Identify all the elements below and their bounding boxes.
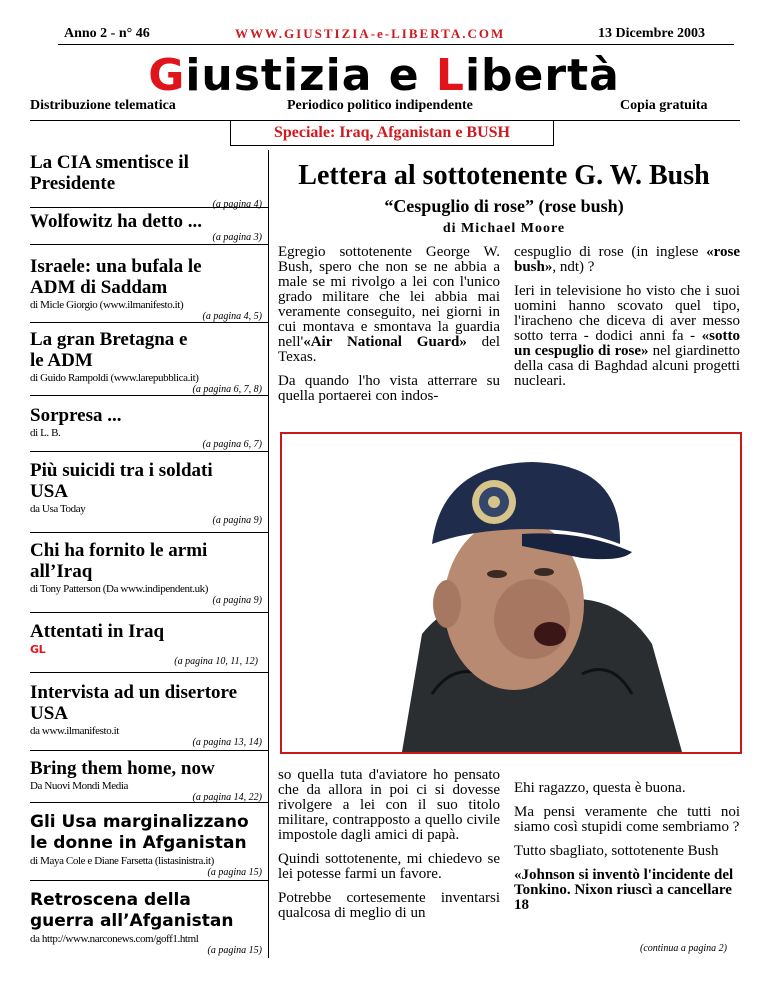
sidebar-item[interactable]: La gran Bretagna e le ADM di Guido Rampoldi (www.larepubblica.it) (a pagina 6, 7, 8) <box>30 329 262 395</box>
issue-date: 13 Dicembre 2003 <box>598 26 706 41</box>
price-label: Copia gratuita <box>620 98 708 113</box>
header-top-line <box>0 24 768 44</box>
bush-photo <box>280 432 742 754</box>
sidebar-item[interactable]: Wolfowitz ha detto ... (a pagina 3) <box>30 211 262 243</box>
article-column-1: Egregio sottotenente George W. Bush, spero che non se ne abbia a male se mi rivolgo a lei con l'unico grado militare che lei abbia mai veramente conseguito, nei giorni in cui montava e smontava la guardia nell'«Air National Guard» del Texas. Da quando l'ho vista atterrare su quella portaerei con indos- <box>278 244 501 404</box>
article-column-4: Ehi ragazzo, questa è buona. Ma pensi veramente che tutti noi siamo così stupidi come sembriamo ? Tutto sbagliato, sottotenente Bush «Johnson si inventò l'incidente del Tonkino. Nixon riuscì a cancellare 18 <box>514 780 740 913</box>
masthead: Giustizia e Libertà <box>148 50 620 101</box>
sidebar-item[interactable]: Israele: una bufala le ADM di Saddam di Micle Giorgio (www.ilmanifesto.it) (a pagina 4, 5) <box>30 256 262 322</box>
article-column-3: so quella tuta d'aviatore ho pensato che da allora in poi ci si dovesse rivolgere a lei con il suo titolo militare, contrapposto a quello civile impostole dagli amici di papà. Quindi sottotenente, mi chiedevo se lei potesse farmi un favore. Potrebbe cortesemente inventarsi qualcosa di meglio di un <box>278 767 500 921</box>
sidebar-item[interactable]: Sorpresa ... di L. B. (a pagina 6, 7) <box>30 405 262 450</box>
special-banner: Speciale: Iraq, Afganistan e BUSH <box>230 120 554 146</box>
sidebar-item[interactable]: Chi ha fornito le armi all’Iraq di Tony Patterson (Da www.indipendent.uk) (a pagina 9) <box>30 540 262 606</box>
tagline: Periodico politico indipendente <box>287 98 473 113</box>
sidebar-divider <box>268 150 269 958</box>
article-title: Lettera al sottotenente G. W. Bush <box>298 160 710 191</box>
sidebar-item[interactable]: Più suicidi tra i soldati USA da Usa Today (a pagina 9) <box>30 460 262 526</box>
article-author: di Michael Moore <box>442 221 566 236</box>
distribution-label: Distribuzione telematica <box>30 98 176 113</box>
sidebar-item[interactable]: Retroscena della guerra all’Afganistan da http://www.narconews.com/goff1.html (a pagina 15) <box>30 890 262 956</box>
sidebar-item[interactable]: Intervista ad un disertore USA da www.ilmanifesto.it (a pagina 13, 14) <box>30 682 262 748</box>
sidebar-item[interactable]: Gli Usa marginalizzano le donne in Afganistan di Maya Cole e Diane Farsetta (listasinistra.it) (a pagina 15) <box>30 812 262 878</box>
sidebar-item[interactable]: Attentati in Iraq GL (a pagina 10, 11, 12) <box>30 621 258 667</box>
website-link[interactable]: WWW.GIUSTIZIA-e-LIBERTA.COM <box>235 26 506 41</box>
article-subtitle: “Cespuglio di rose” (rose bush) <box>384 196 624 216</box>
continue-note[interactable]: (continua a pagina 2) <box>640 943 727 954</box>
sidebar-item[interactable]: La CIA smentisce il Presidente (a pagina 4) <box>30 152 262 210</box>
issue-number: Anno 2 - n° 46 <box>64 26 150 41</box>
sidebar-item[interactable]: Bring them home, now Da Nuovi Mondi Media (a pagina 14, 22) <box>30 758 262 803</box>
article-column-2: cespuglio di rose (in inglese «rose bush», ndt) ? Ieri in televisione ho visto che i suoi uomini hanno scovato quel tipo, l'iracheno che diceva di aver messo sotto terra - dodici anni fa - «sotto un cespuglio di rose» nel giardinetto della casa di Baghdad alcuni progetti nucleari. <box>514 244 740 389</box>
portrait-illustration <box>282 434 740 752</box>
header-rule-top <box>58 44 734 45</box>
